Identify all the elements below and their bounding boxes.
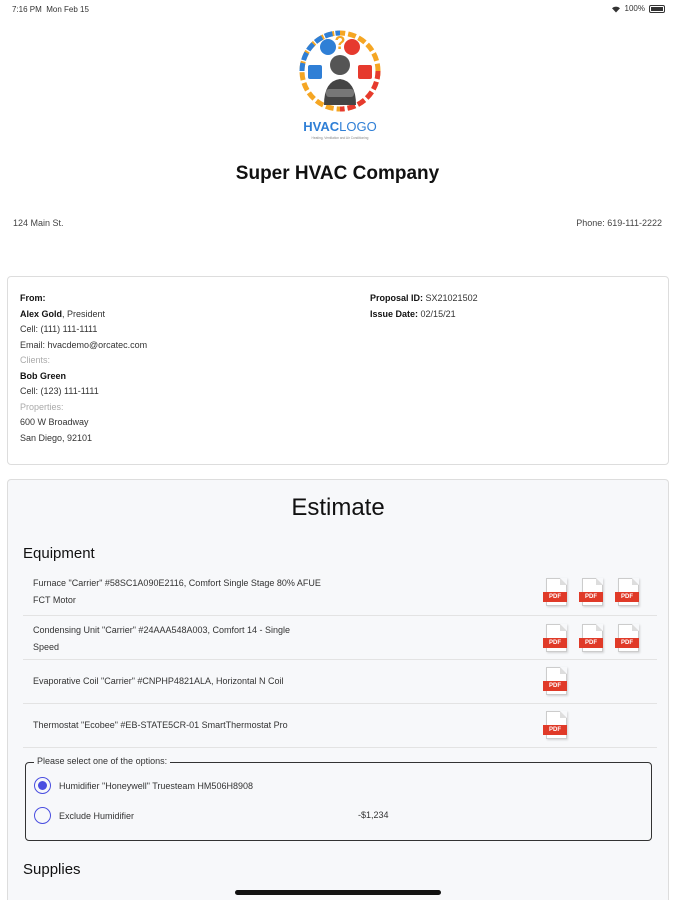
option-humidifier[interactable]	[34, 777, 253, 794]
client-name: Bob Green	[20, 370, 67, 381]
option-exclude-humidifier[interactable]	[34, 807, 134, 824]
equipment-line1: Evaporative Coil "Carrier" #CNPHP4821ALA, Horizontal N Coil	[33, 676, 284, 686]
client-cell[interactable]: Cell: (123) 111-1111	[20, 386, 99, 396]
logo-text-hvac: HVAC	[303, 119, 340, 134]
option-label[interactable]: Humidifier "Honeywell" Truesteam HM506H8908	[59, 780, 253, 791]
from-cell[interactable]: Cell: (111) 111-1111	[20, 324, 98, 334]
option-price: -$1,234	[358, 810, 389, 820]
equipment-line1: Condensing Unit "Carrier" #24AAA548A003, Comfort 14 - Single	[33, 625, 291, 635]
svg-text:?: ?	[334, 33, 346, 53]
estimate-title: Estimate	[291, 494, 385, 521]
options-legend: Please select one of the options:	[34, 756, 170, 766]
proposal-id-row	[370, 291, 478, 307]
issue-date-label: Issue Date:	[370, 308, 419, 319]
humidifier-options-group	[25, 756, 652, 841]
battery-percent: 100%	[624, 4, 645, 13]
svg-text:HVACLOGO	[303, 119, 376, 134]
radio-button-selected[interactable]	[34, 777, 51, 794]
pdf-icon[interactable]: PDF	[543, 711, 569, 741]
equipment-line2: Speed	[33, 642, 60, 652]
logo-text-logo: LOGO	[339, 119, 377, 134]
equipment-line1: Thermostat "Ecobee" #EB-STATE5CR-01 SmartThermostat Pro	[33, 720, 288, 730]
equipment-description	[33, 575, 373, 609]
supplies-section-title: Supplies	[23, 861, 81, 878]
logo-tagline: Heating, Ventilation and Air Conditioning	[311, 136, 369, 140]
pdf-icon[interactable]: PDF	[579, 624, 605, 654]
radio-button[interactable]	[34, 807, 51, 824]
equipment-attachments	[543, 624, 641, 654]
equipment-description	[33, 717, 373, 734]
status-bar	[0, 0, 675, 18]
company-name: Super HVAC Company	[235, 163, 440, 184]
from-label: From:	[20, 293, 46, 303]
property-address-line2: San Diego, 92101	[20, 432, 93, 443]
option-label[interactable]: Exclude Humidifier	[59, 810, 135, 821]
status-time: 7:16 PM Mon Feb 15	[12, 5, 89, 14]
proposal-id-label: Proposal ID:	[370, 293, 424, 303]
properties-label: Properties:	[20, 401, 64, 412]
from-title: , President	[62, 308, 106, 319]
from-person	[20, 307, 147, 323]
status-date: Mon Feb 15	[46, 5, 89, 14]
from-email[interactable]: Email: hvacdemo@orcatec.com	[20, 339, 148, 350]
issue-date-row	[370, 307, 478, 323]
from-name: Alex Gold	[20, 308, 63, 319]
estimate-card	[7, 479, 669, 900]
proposal-info-card	[7, 276, 669, 465]
issue-date: 02/15/21	[420, 308, 456, 319]
equipment-description	[33, 673, 373, 690]
proposal-meta	[370, 291, 478, 322]
equipment-row	[23, 660, 657, 704]
equipment-row	[23, 570, 657, 616]
wifi-icon	[611, 5, 621, 13]
pdf-icon[interactable]: PDF	[615, 624, 641, 654]
clients-label: Clients:	[20, 355, 51, 365]
property-address-line1: 600 W Broadway	[20, 417, 89, 427]
status-indicators	[611, 4, 665, 13]
equipment-description	[33, 622, 373, 656]
pdf-icon[interactable]: PDF	[579, 578, 605, 608]
home-indicator[interactable]	[235, 890, 441, 895]
battery-icon	[649, 5, 665, 13]
equipment-row	[23, 616, 657, 660]
equipment-attachments	[543, 667, 569, 697]
pdf-icon[interactable]: PDF	[543, 578, 569, 608]
equipment-line2: FCT Motor	[33, 595, 76, 605]
pdf-icon[interactable]: PDF	[615, 578, 641, 608]
equipment-row	[23, 704, 657, 748]
equipment-attachments	[543, 711, 569, 741]
sender-client-info	[20, 291, 147, 446]
equipment-section-title: Equipment	[23, 545, 95, 562]
pdf-icon[interactable]: PDF	[543, 667, 569, 697]
proposal-id: SX21021502	[425, 293, 478, 303]
equipment-line1: Furnace "Carrier" #58SC1A090E2116, Comfort Single Stage 80% AFUE	[33, 578, 321, 588]
equipment-attachments	[543, 578, 641, 608]
pdf-icon[interactable]: PDF	[543, 624, 569, 654]
company-logo	[296, 27, 384, 145]
company-address: 124 Main St.	[13, 218, 64, 228]
company-phone: Phone: 619-111-2222	[576, 218, 662, 228]
